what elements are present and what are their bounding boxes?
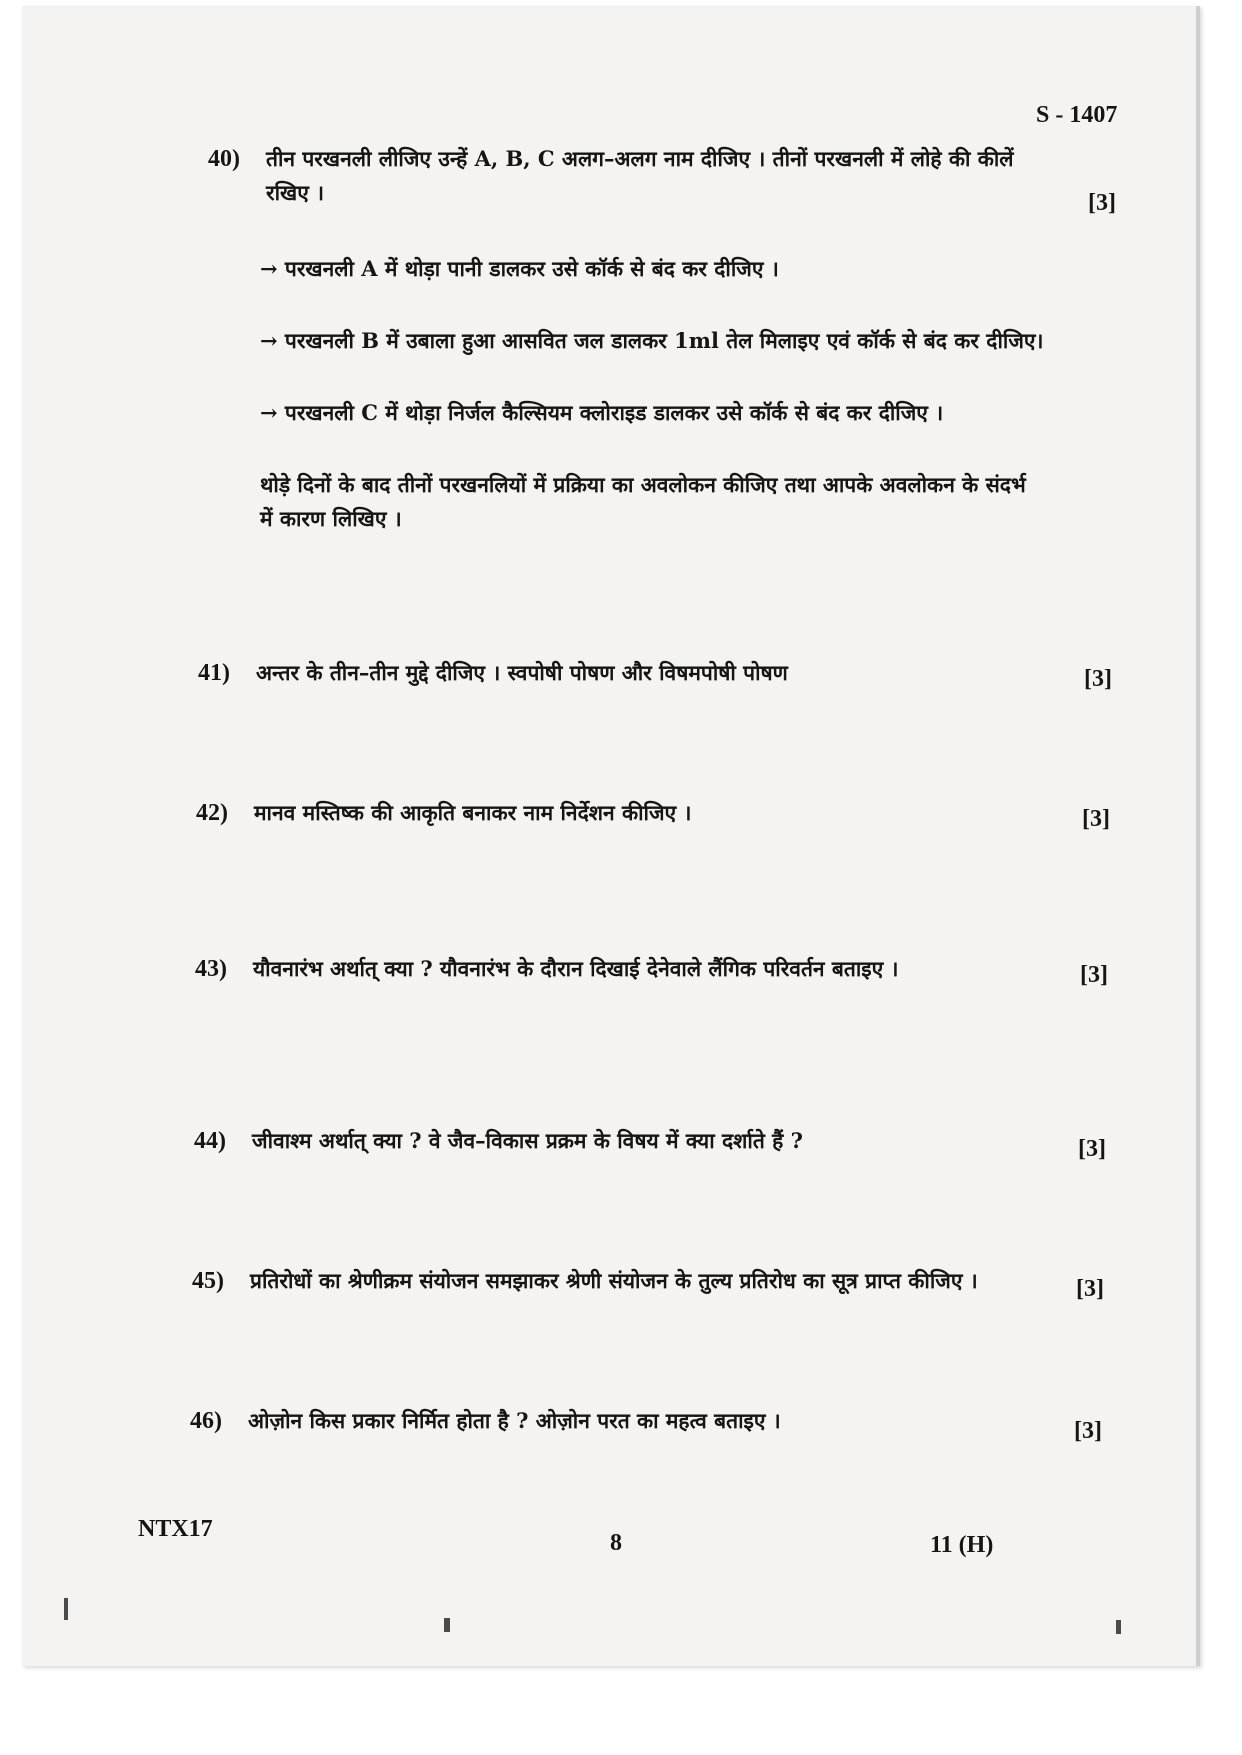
question-number: 42)	[196, 800, 228, 826]
question-number: 40)	[208, 146, 240, 172]
question-text: ओज़ोन किस प्रकार निर्मित होता है ? ओज़ोन परत का महत्व बताइए ।	[248, 1408, 781, 1433]
paper-edge	[1196, 6, 1200, 1666]
conclusion-line-1: थोड़े दिनों के बाद तीनों परखनलियों में प्रक्रिया का अवलोकन कीजिए तथा आपके अवलोकन के संदर्भ	[260, 472, 1026, 497]
binding-mark-left	[64, 1598, 68, 1620]
question-number: 46)	[190, 1408, 222, 1434]
question-42	[196, 796, 1096, 832]
question-number: 41)	[198, 660, 230, 686]
marks-41: [3]	[1084, 666, 1112, 692]
question-46	[190, 1404, 1090, 1440]
question-text-line-1: तीन परखनली लीजिए उन्हें A, B, C अलग–अलग नाम दीजिए । तीनों परखनली में लोहे की कीलें	[266, 146, 1014, 171]
marks-40: [3]	[1088, 190, 1116, 216]
footer-code: NTX17	[138, 1516, 213, 1542]
question-text: मानव मस्तिष्क की आकृति बनाकर नाम निर्देशन कीजिए ।	[254, 800, 692, 825]
footer-series: 11 (H)	[930, 1532, 994, 1558]
question-43	[195, 952, 1095, 988]
paper-code: S - 1407	[1036, 102, 1118, 128]
question-41	[198, 656, 1098, 692]
question-text: अन्तर के तीन–तीन मुद्दे दीजिए । स्वपोषी पोषण और विषमपोषी पोषण	[256, 660, 788, 685]
marks-45: [3]	[1076, 1276, 1104, 1302]
binding-mark-right	[1116, 1620, 1121, 1634]
step-a: → परखनली A में थोड़ा पानी डालकर उसे कॉर्क से बंद कर दीजिए ।	[260, 256, 779, 281]
question-44	[194, 1124, 1094, 1160]
binding-mark-center	[444, 1618, 450, 1632]
marks-46: [3]	[1074, 1418, 1102, 1444]
question-text-line-2: रखिए ।	[266, 180, 325, 205]
question-text: जीवाश्म अर्थात् क्या ? वे जैव–विकास प्रक्रम के विषय में क्या दर्शाते हैं ?	[252, 1128, 803, 1153]
question-number: 43)	[195, 956, 227, 982]
question-45	[192, 1264, 1092, 1300]
question-number: 45)	[192, 1268, 224, 1294]
question-text: यौवनारंभ अर्थात् क्या ? यौवनारंभ के दौरान दिखाई देनेवाले लैंगिक परिवर्तन बताइए ।	[253, 956, 899, 981]
page-number: 8	[610, 1530, 622, 1556]
marks-44: [3]	[1078, 1136, 1106, 1162]
conclusion-line-2: में कारण लिखिए ।	[260, 506, 402, 531]
marks-43: [3]	[1080, 962, 1108, 988]
question-text: प्रतिरोधों का श्रेणीक्रम संयोजन समझाकर श्रेणी संयोजन के तुल्य प्रतिरोध का सूत्र प्राप्त कीजिए ।	[250, 1268, 978, 1293]
question-40	[208, 142, 1128, 532]
step-b: → परखनली B में उबाला हुआ आसवित जल डालकर 1ml तेल मिलाइए एवं कॉर्क से बंद कर दीजिए।	[260, 328, 1044, 353]
question-number: 44)	[194, 1128, 226, 1154]
step-c: → परखनली C में थोड़ा निर्जल कैल्सियम क्लोराइड डालकर उसे कॉर्क से बंद कर दीजिए ।	[260, 400, 944, 425]
marks-42: [3]	[1082, 806, 1110, 832]
